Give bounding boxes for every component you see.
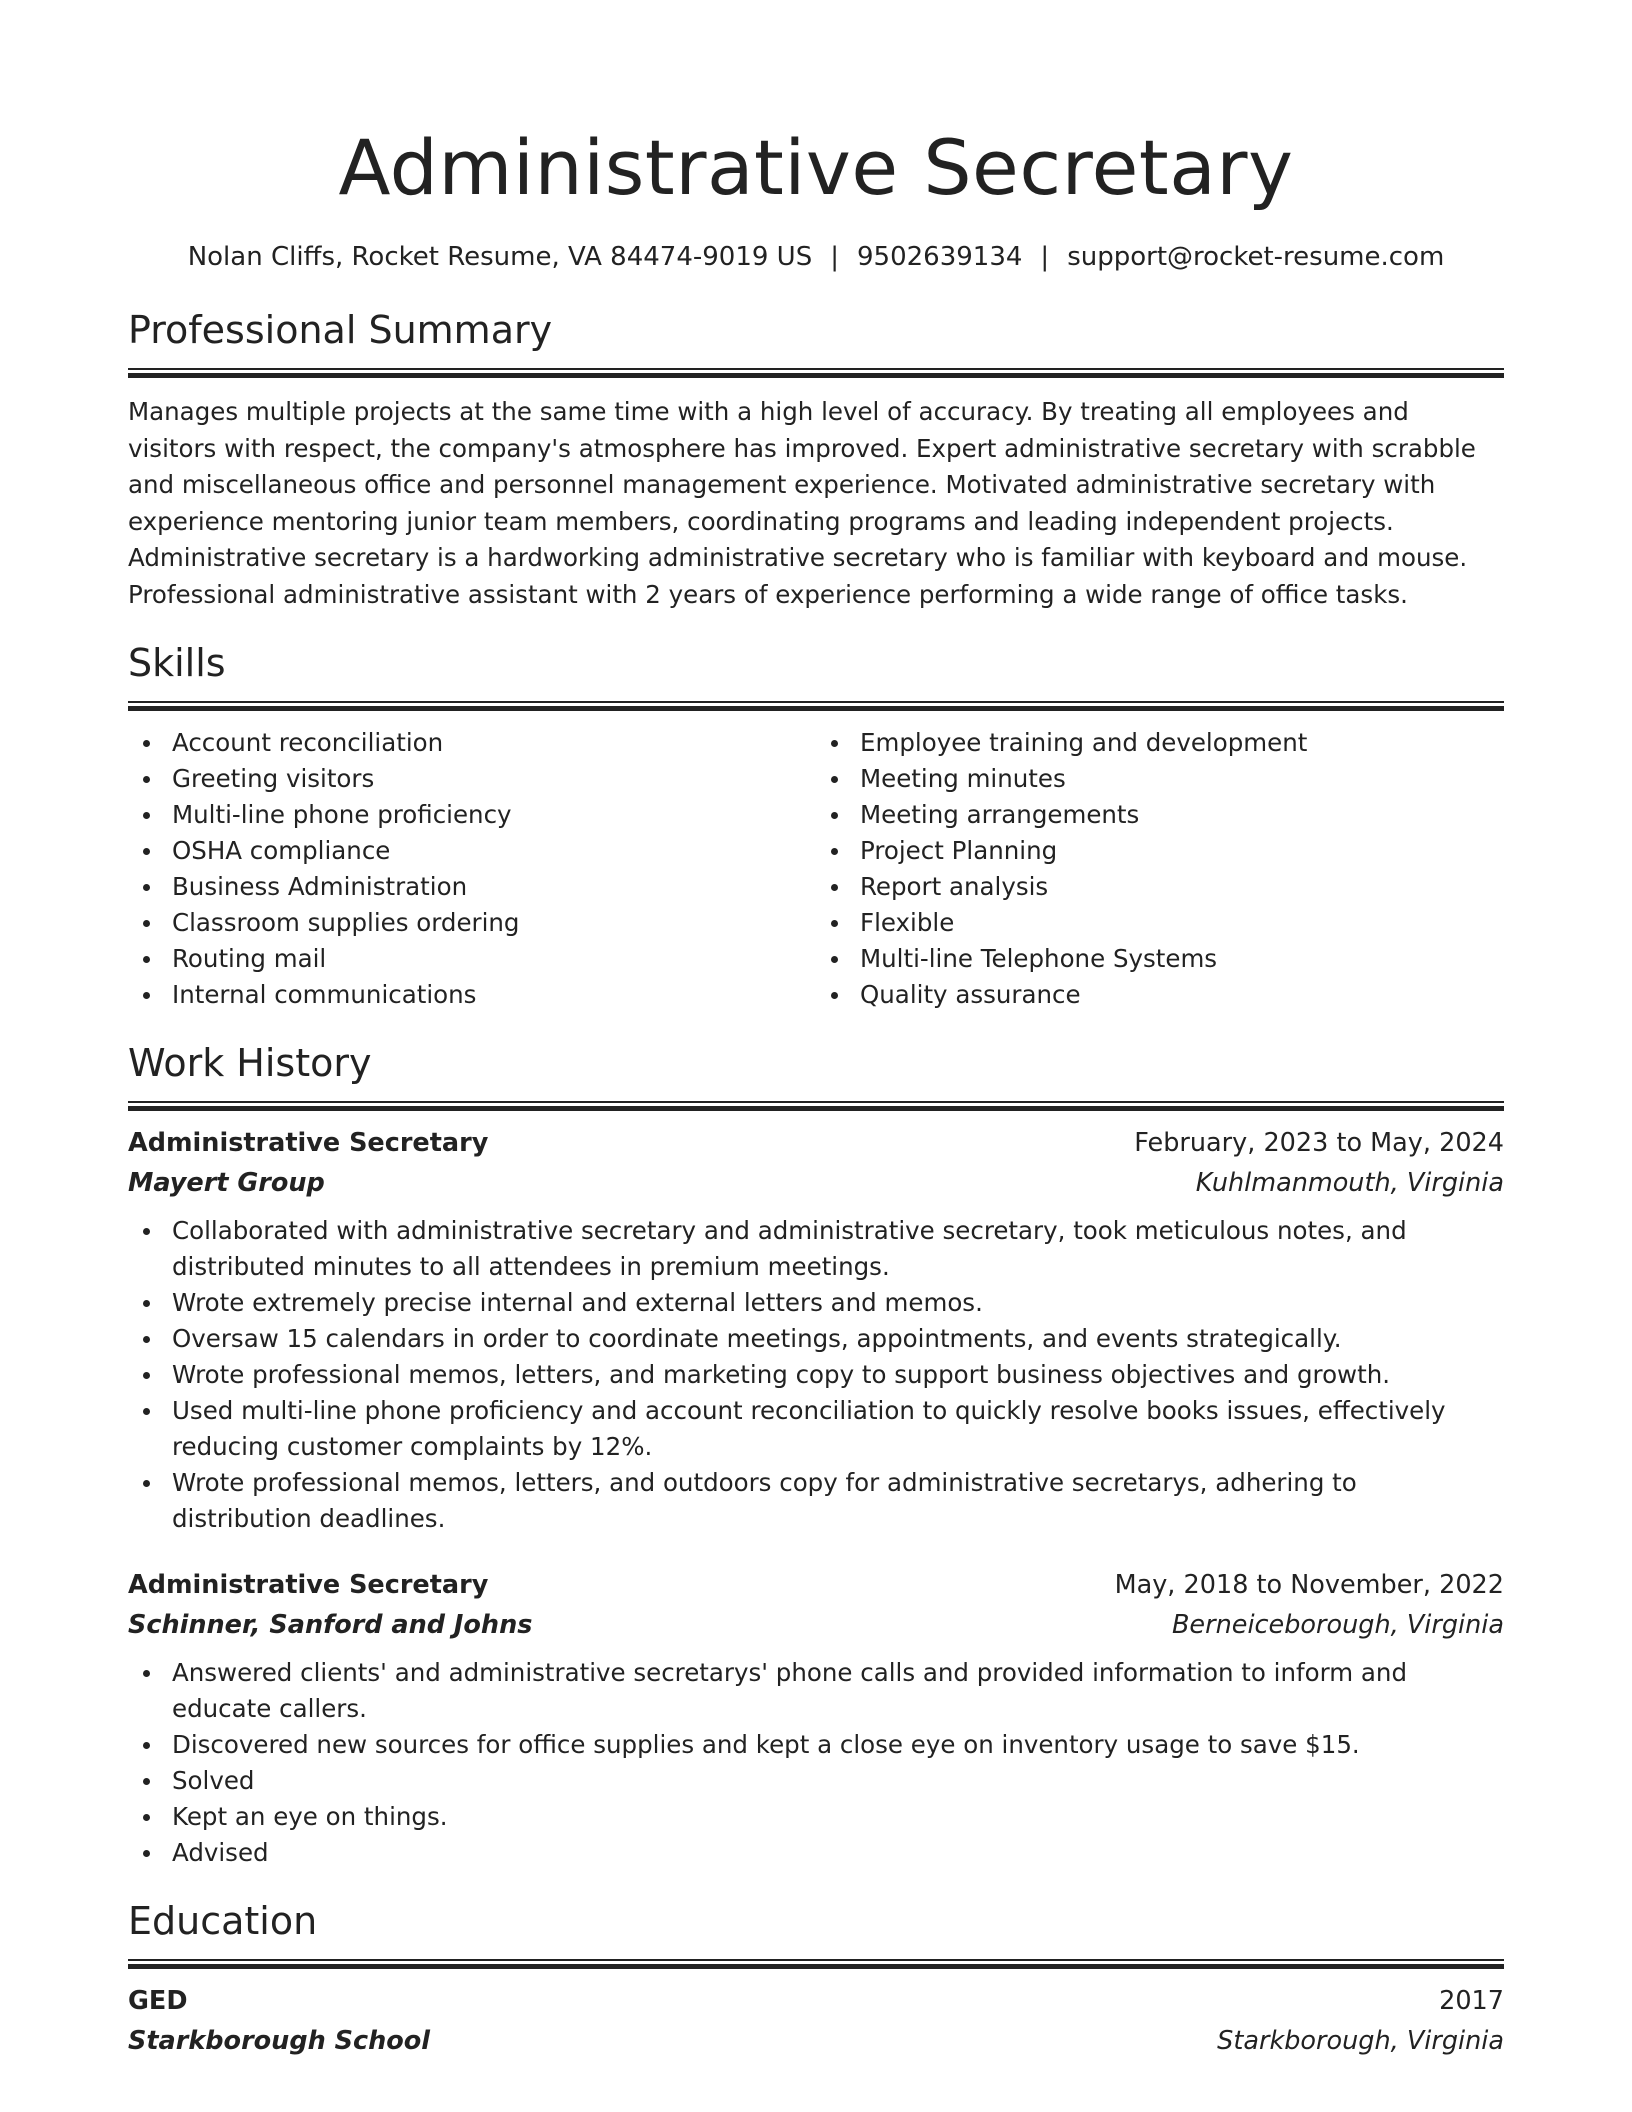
section-title-education: Education bbox=[128, 1899, 318, 1943]
skill-item: Greeting visitors bbox=[172, 761, 816, 797]
summary-section bbox=[128, 306, 1504, 613]
contact-separator: | bbox=[830, 242, 839, 272]
job-company: Schinner, Sanford and Johns bbox=[128, 1610, 533, 1640]
contact-separator: | bbox=[1040, 242, 1050, 272]
contact-address: Nolan Cliffs, Rocket Resume, VA 84474-9019 US bbox=[187, 242, 813, 272]
job-title: Administrative Secretary bbox=[128, 1570, 489, 1600]
education-section bbox=[128, 1897, 1504, 2061]
section-divider bbox=[128, 1959, 1504, 1969]
job-bullet: Wrote extremely precise internal and external letters and memos. bbox=[172, 1285, 1504, 1321]
job-bullet: Used multi-line phone proficiency and account reconciliation to quickly resolve books issues, effectively reducing customer complaints by 12%. bbox=[172, 1393, 1504, 1465]
summary-text: Manages multiple projects at the same time with a high level of accuracy. By treating all employees and visitors with respect, the company's atmosphere has improved. Expert administrative secretary with scrabble and miscellaneous office and personnel management experience. Motivated administrative secretary with experience mentoring junior team members, coordinating programs and leading independent projects. Administrative secretary is a hardworking administrative secretary who is familiar with keyboard and mouse. Professional administrative assistant with 2 years of experience performing a wide range of office tasks. bbox=[128, 397, 1476, 609]
skill-item: Meeting minutes bbox=[860, 761, 1504, 797]
skill-item: Classroom supplies ordering bbox=[172, 905, 816, 941]
job-bullet: Wrote professional memos, letters, and marketing copy to support business objectives and growth. bbox=[172, 1357, 1504, 1393]
job-bullet: Solved bbox=[172, 1763, 1504, 1799]
skill-item: Multi-line phone proficiency bbox=[172, 797, 816, 833]
job-bullet: Wrote professional memos, letters, and outdoors copy for administrative secretarys, adhering to distribution deadlines. bbox=[172, 1465, 1504, 1537]
job-bullets bbox=[128, 1213, 1504, 1537]
job-subheader bbox=[128, 1605, 1504, 1645]
education-year: 2017 bbox=[1439, 1986, 1504, 2016]
skill-item: OSHA compliance bbox=[172, 833, 816, 869]
skill-item: Meeting arrangements bbox=[860, 797, 1504, 833]
education-entry bbox=[128, 1981, 1504, 2061]
skill-item: Multi-line Telephone Systems bbox=[860, 941, 1504, 977]
section-divider bbox=[128, 368, 1504, 378]
job-dates: February, 2023 to May, 2024 bbox=[1134, 1128, 1504, 1158]
resume-name: Administrative Secretary bbox=[338, 123, 1294, 212]
skill-item: Project Planning bbox=[860, 833, 1504, 869]
education-school: Starkborough School bbox=[128, 2026, 431, 2056]
contact-line bbox=[128, 240, 1504, 274]
skill-item: Flexible bbox=[860, 905, 1504, 941]
education-location: Starkborough, Virginia bbox=[1217, 2026, 1504, 2056]
contact-phone: 9502639134 bbox=[857, 242, 1023, 272]
section-divider bbox=[128, 701, 1504, 711]
job-entry bbox=[128, 1123, 1504, 1537]
section-divider bbox=[128, 1101, 1504, 1111]
skill-item: Quality assurance bbox=[860, 977, 1504, 1013]
skill-item: Routing mail bbox=[172, 941, 816, 977]
section-title-work-history: Work History bbox=[128, 1041, 372, 1085]
job-entry bbox=[128, 1565, 1504, 1871]
job-header bbox=[128, 1123, 1504, 1163]
job-subheader bbox=[128, 1163, 1504, 1203]
job-bullet: Answered clients' and administrative secretarys' phone calls and provided information to inform and educate callers. bbox=[172, 1655, 1504, 1727]
education-degree: GED bbox=[128, 1986, 188, 2016]
skills-section bbox=[128, 639, 1504, 1013]
skills-list-left bbox=[128, 725, 816, 1013]
skill-item: Business Administration bbox=[172, 869, 816, 905]
job-bullet: Kept an eye on things. bbox=[172, 1799, 1504, 1835]
job-bullet: Oversaw 15 calendars in order to coordinate meetings, appointments, and events strategically. bbox=[172, 1321, 1504, 1357]
skills-list-right bbox=[816, 725, 1504, 1013]
job-bullet: Advised bbox=[172, 1835, 1504, 1871]
work-history-section bbox=[128, 1039, 1504, 1871]
skill-item: Employee training and development bbox=[860, 725, 1504, 761]
skill-item: Report analysis bbox=[860, 869, 1504, 905]
job-bullet: Discovered new sources for office supplies and kept a close eye on inventory usage to save $15. bbox=[172, 1727, 1504, 1763]
skill-item: Internal communications bbox=[172, 977, 816, 1013]
section-title-summary: Professional Summary bbox=[128, 308, 553, 352]
job-bullet: Collaborated with administrative secretary and administrative secretary, took meticulous notes, and distributed minutes to all attendees in premium meetings. bbox=[172, 1213, 1504, 1285]
education-header bbox=[128, 1981, 1504, 2021]
job-header bbox=[128, 1565, 1504, 1605]
section-title-skills: Skills bbox=[128, 641, 226, 685]
job-company: Mayert Group bbox=[128, 1168, 325, 1198]
contact-email[interactable]: support@rocket-resume.com bbox=[1067, 242, 1445, 272]
education-subheader bbox=[128, 2021, 1504, 2061]
skill-item: Account reconciliation bbox=[172, 725, 816, 761]
job-dates: May, 2018 to November, 2022 bbox=[1114, 1570, 1504, 1600]
skills-columns bbox=[128, 725, 1504, 1013]
job-location: Kuhlmanmouth, Virginia bbox=[1195, 1168, 1504, 1198]
job-bullets bbox=[128, 1655, 1504, 1871]
job-location: Berneiceborough, Virginia bbox=[1171, 1610, 1504, 1640]
job-title: Administrative Secretary bbox=[128, 1128, 489, 1158]
